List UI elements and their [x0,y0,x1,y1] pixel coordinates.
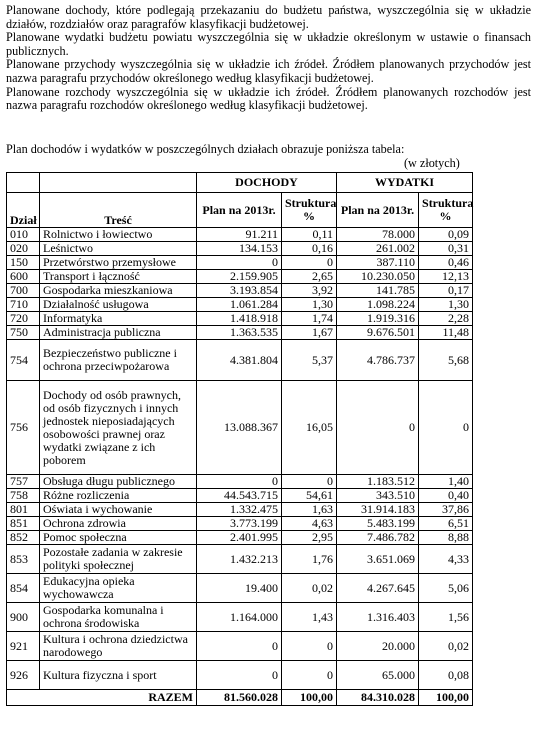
total-row [7,690,473,706]
header-empty [40,173,197,193]
cell-code: 758 [7,489,40,503]
cell-code: 852 [7,531,40,545]
cell-wydatki-struktura: 37,86 [419,503,473,517]
cell-name: Oświata i wychowanie [40,503,197,517]
cell-name: Bezpieczeństwo publiczne i ochrona przeciwpożarowa [40,340,197,381]
cell-wydatki-struktura: 1,40 [419,475,473,489]
table-row [7,381,473,475]
cell-wydatki-struktura: 1,56 [419,603,473,632]
cell-wydatki-plan: 9.676.501 [337,326,419,340]
cell-name: Informatyka [40,312,197,326]
cell-name: Obsługa długu publicznego [40,475,197,489]
cell-name: Różne rozliczenia [40,489,197,503]
cell-wydatki-plan: 0 [337,381,419,475]
intro-paragraph: Planowane przychody wyszczególnia się w układzie ich źródeł. Źródłem planowanych przychodów jest nazwa paragrafu przychodów określonego według klasyfikacji budżetowej. [6,57,531,85]
cell-wydatki-plan: 387.110 [337,256,419,270]
total-label: RAZEM [7,690,197,706]
budget-table [6,172,473,706]
cell-wydatki-plan: 261.002 [337,242,419,256]
cell-name: Dochody od osób prawnych, od osób fizycznych i innych jednostek nieposiadających osobowości prawnej oraz wydatki związane z ich poborem [40,381,197,475]
unit-label: (w złotych) [404,156,460,170]
cell-wydatki-plan: 1.316.403 [337,603,419,632]
cell-name: Przetwórstwo przemysłowe [40,256,197,270]
cell-dochody-plan: 2.401.995 [197,531,282,545]
table-row [7,531,473,545]
header-wydatki: WYDATKI [337,173,473,193]
cell-wydatki-plan: 1.919.316 [337,312,419,326]
table-row [7,312,473,326]
total-dochody-struktura: 100,00 [282,690,337,706]
cell-wydatki-struktura: 2,28 [419,312,473,326]
cell-wydatki-plan: 1.098.224 [337,298,419,312]
cell-wydatki-plan: 78.000 [337,228,419,242]
cell-dochody-plan: 91.211 [197,228,282,242]
cell-dochody-plan: 0 [197,632,282,661]
cell-dochody-struktura: 2,95 [282,531,337,545]
cell-dochody-struktura: 1,67 [282,326,337,340]
cell-code: 600 [7,270,40,284]
cell-code: 854 [7,574,40,603]
cell-wydatki-plan: 5.483.199 [337,517,419,531]
cell-code: 926 [7,661,40,690]
cell-dochody-plan: 44.543.715 [197,489,282,503]
cell-wydatki-plan: 7.486.782 [337,531,419,545]
cell-wydatki-plan: 65.000 [337,661,419,690]
cell-dochody-struktura: 1,76 [282,545,337,574]
cell-code: 700 [7,284,40,298]
cell-code: 150 [7,256,40,270]
cell-dochody-plan: 1.432.213 [197,545,282,574]
cell-dochody-struktura: 1,30 [282,298,337,312]
cell-wydatki-plan: 10.230.050 [337,270,419,284]
table-row [7,242,473,256]
cell-wydatki-struktura: 0 [419,381,473,475]
cell-code: 900 [7,603,40,632]
cell-wydatki-plan: 31.914.183 [337,503,419,517]
cell-name: Gospodarka mieszkaniowa [40,284,197,298]
cell-wydatki-struktura: 0,46 [419,256,473,270]
header-dochody: DOCHODY [197,173,337,193]
cell-name: Ochrona zdrowia [40,517,197,531]
cell-dochody-struktura: 1,74 [282,312,337,326]
cell-dochody-struktura: 0 [282,661,337,690]
table-caption: Plan dochodów i wydatków w poszczególnych działach obrazuje poniższa tabela: [6,142,405,156]
cell-dochody-plan: 134.153 [197,242,282,256]
cell-name: Pomoc społeczna [40,531,197,545]
cell-dochody-struktura: 2,65 [282,270,337,284]
cell-wydatki-plan: 4.786.737 [337,340,419,381]
cell-name: Leśnictwo [40,242,197,256]
cell-dochody-struktura: 54,61 [282,489,337,503]
cell-wydatki-plan: 141.785 [337,284,419,298]
cell-wydatki-struktura: 0,09 [419,228,473,242]
cell-wydatki-struktura: 0,40 [419,489,473,503]
cell-wydatki-struktura: 5,06 [419,574,473,603]
header-struktura-dochody: Struktura % [282,193,337,228]
cell-wydatki-plan: 343.510 [337,489,419,503]
cell-wydatki-struktura: 6,51 [419,517,473,531]
table-row [7,298,473,312]
table-row [7,489,473,503]
cell-dochody-plan: 1.164.000 [197,603,282,632]
header-tresc: Treść [40,193,197,228]
table-row [7,340,473,381]
table-row [7,632,473,661]
cell-dochody-struktura: 0 [282,475,337,489]
cell-dochody-plan: 2.159.905 [197,270,282,284]
cell-code: 754 [7,340,40,381]
cell-code: 710 [7,298,40,312]
cell-wydatki-struktura: 8,88 [419,531,473,545]
total-wydatki-plan: 84.310.028 [337,690,419,706]
cell-name: Administracja publiczna [40,326,197,340]
cell-dochody-struktura: 0,11 [282,228,337,242]
table-row [7,228,473,242]
intro-paragraph: Planowane dochody, które podlegają przekazaniu do budżetu państwa, wyszczególnia się w układzie działów, rozdziałów oraz paragrafów klasyfikacji budżetowej. [6,3,531,31]
cell-dochody-struktura: 0 [282,256,337,270]
cell-dochody-plan: 1.061.284 [197,298,282,312]
table-row [7,270,473,284]
cell-wydatki-plan: 3.651.069 [337,545,419,574]
cell-wydatki-struktura: 5,68 [419,340,473,381]
table-row [7,545,473,574]
table-row [7,326,473,340]
total-wydatki-struktura: 100,00 [419,690,473,706]
cell-dochody-struktura: 0,16 [282,242,337,256]
table-row [7,517,473,531]
cell-wydatki-plan: 4.267.645 [337,574,419,603]
total-dochody-plan: 81.560.028 [197,690,282,706]
cell-dochody-struktura: 4,63 [282,517,337,531]
cell-name: Transport i łączność [40,270,197,284]
cell-dochody-plan: 1.418.918 [197,312,282,326]
cell-name: Edukacyjna opieka wychowawcza [40,574,197,603]
cell-code: 720 [7,312,40,326]
cell-wydatki-struktura: 0,02 [419,632,473,661]
cell-name: Kultura fizyczna i sport [40,661,197,690]
header-struktura-wydatki: Struktura % [419,193,473,228]
cell-wydatki-plan: 20.000 [337,632,419,661]
intro-paragraph: Planowane wydatki budżetu powiatu wyszczególnia się w układzie określonym w ustawie o finansach publicznych. [6,30,531,58]
cell-dochody-struktura: 5,37 [282,340,337,381]
cell-dochody-plan: 4.381.804 [197,340,282,381]
cell-name: Działalność usługowa [40,298,197,312]
cell-wydatki-struktura: 1,30 [419,298,473,312]
cell-name: Kultura i ochrona dziedzictwa narodowego [40,632,197,661]
header-plan-dochody: Plan na 2013r. [197,193,282,228]
table-row [7,475,473,489]
cell-wydatki-struktura: 12,13 [419,270,473,284]
cell-code: 020 [7,242,40,256]
cell-dochody-struktura: 3,92 [282,284,337,298]
table-row [7,574,473,603]
cell-wydatki-struktura: 11,48 [419,326,473,340]
cell-dochody-plan: 13.088.367 [197,381,282,475]
cell-name: Rolnictwo i łowiectwo [40,228,197,242]
cell-code: 756 [7,381,40,475]
cell-dochody-plan: 0 [197,661,282,690]
cell-dochody-plan: 0 [197,256,282,270]
cell-dochody-struktura: 1,43 [282,603,337,632]
cell-wydatki-struktura: 4,33 [419,545,473,574]
cell-wydatki-struktura: 0,31 [419,242,473,256]
cell-dochody-struktura: 0,02 [282,574,337,603]
cell-dochody-struktura: 0 [282,632,337,661]
cell-dochody-struktura: 1,63 [282,503,337,517]
cell-code: 851 [7,517,40,531]
table-row [7,284,473,298]
cell-name: Pozostałe zadania w zakresie polityki społecznej [40,545,197,574]
table-row [7,603,473,632]
header-empty [7,173,40,193]
cell-code: 921 [7,632,40,661]
cell-dochody-plan: 19.400 [197,574,282,603]
intro-paragraph: Planowane rozchody wyszczególnia się w układzie ich źródeł. Źródłem planowanych rozchodów jest nazwa paragrafu rozchodów określonego według klasyfikacji budżetowej. [6,84,531,113]
cell-dochody-plan: 3.773.199 [197,517,282,531]
intro-text [6,4,531,113]
cell-dochody-plan: 0 [197,475,282,489]
cell-code: 010 [7,228,40,242]
table-row [7,503,473,517]
table-row [7,256,473,270]
cell-wydatki-plan: 1.183.512 [337,475,419,489]
cell-dochody-plan: 3.193.854 [197,284,282,298]
table-row [7,661,473,690]
cell-dochody-struktura: 16,05 [282,381,337,475]
cell-code: 801 [7,503,40,517]
cell-dochody-plan: 1.332.475 [197,503,282,517]
cell-code: 757 [7,475,40,489]
header-dzial: Dział [7,193,40,228]
cell-wydatki-struktura: 0,17 [419,284,473,298]
cell-dochody-plan: 1.363.535 [197,326,282,340]
header-plan-wydatki: Plan na 2013r. [337,193,419,228]
cell-code: 750 [7,326,40,340]
cell-code: 853 [7,545,40,574]
cell-name: Gospodarka komunalna i ochrona środowiska [40,603,197,632]
cell-wydatki-struktura: 0,08 [419,661,473,690]
